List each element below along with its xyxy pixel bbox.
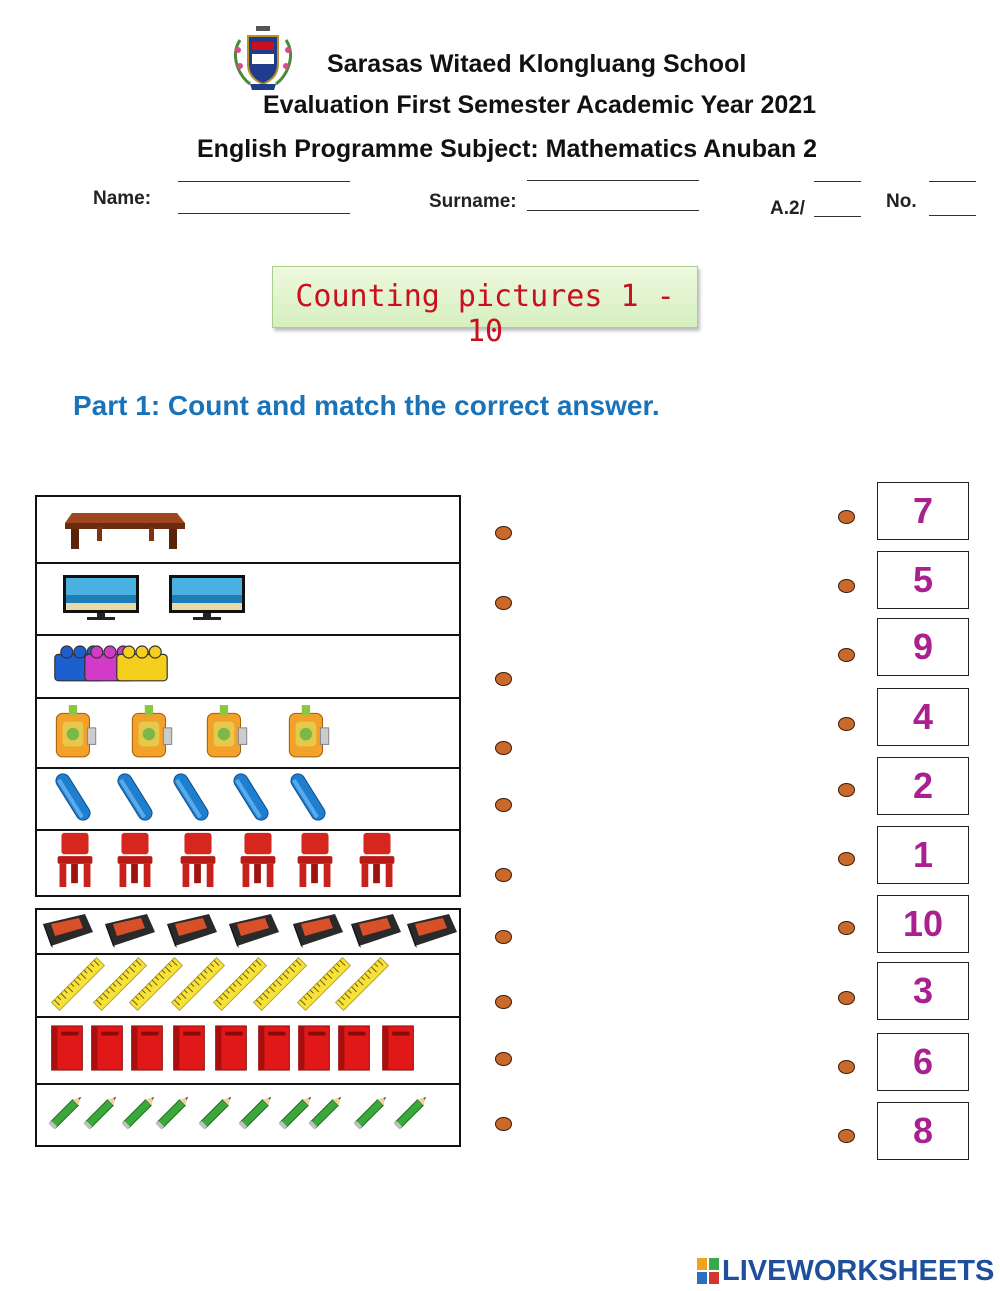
red-chair-icon: [112, 831, 158, 894]
answer-box: [877, 962, 969, 1020]
worksheet-title-box: [272, 266, 698, 349]
pencil-sharpener-icon: [52, 703, 98, 766]
surname-line-top: [527, 180, 699, 181]
book-icon: [169, 1024, 209, 1077]
left-match-dot[interactable]: [495, 868, 512, 882]
lego-brick-icon: [112, 640, 172, 693]
green-pencil-icon: [390, 1089, 434, 1138]
eraser-icon: [224, 910, 282, 955]
answer-box: [877, 551, 969, 609]
eraser-icon: [402, 910, 460, 955]
brand-name: LIVEWORKSHEETS: [722, 1255, 995, 1287]
right-match-dot[interactable]: [838, 579, 855, 593]
red-chair-icon: [292, 831, 338, 894]
answer-box: [877, 688, 969, 746]
red-chair-icon: [354, 831, 400, 894]
answer-box: [877, 482, 969, 540]
red-chair-icon: [175, 831, 221, 894]
green-pencil-icon: [195, 1089, 239, 1138]
answer-number: 4: [912, 696, 934, 737]
left-match-dot[interactable]: [495, 930, 512, 944]
blue-stick-icon: [228, 769, 274, 830]
book-icon: [87, 1024, 127, 1077]
subject-line: English Programme Subject: Mathematics Anuban 2: [197, 135, 818, 163]
left-match-dot[interactable]: [495, 741, 512, 755]
right-match-dot[interactable]: [838, 510, 855, 524]
left-match-dot[interactable]: [495, 995, 512, 1009]
book-icon: [211, 1024, 251, 1077]
answer-box: [877, 1102, 969, 1160]
answer-number: 6: [912, 1041, 934, 1082]
green-pencil-icon: [305, 1089, 349, 1138]
right-match-dot[interactable]: [838, 717, 855, 731]
name-line-top: [178, 181, 350, 182]
left-match-dot[interactable]: [495, 1052, 512, 1066]
eraser-icon: [100, 910, 158, 955]
right-match-dot[interactable]: [838, 648, 855, 662]
eraser-icon: [38, 910, 96, 955]
right-match-dot[interactable]: [838, 1060, 855, 1074]
school-logo: [228, 22, 298, 94]
book-icon: [294, 1024, 334, 1077]
answer-number: 9: [912, 626, 934, 667]
blue-stick-icon: [112, 769, 158, 830]
eraser-icon: [346, 910, 404, 955]
pencil-sharpener-icon: [203, 703, 249, 766]
answer-box: [877, 618, 969, 676]
worksheet-title: Counting pictures 1 - 10: [295, 279, 675, 349]
answer-box: [877, 826, 969, 884]
eraser-icon: [288, 910, 346, 955]
table-icon: [57, 501, 187, 556]
school-name: Sarasas Witaed Klongluang School: [327, 50, 747, 78]
number-line-top: [929, 181, 976, 182]
class-line-top: [814, 181, 861, 182]
left-match-dot[interactable]: [495, 1117, 512, 1131]
ruler-icon: [334, 955, 390, 1018]
green-pencil-icon: [350, 1089, 394, 1138]
right-match-dot[interactable]: [838, 1129, 855, 1143]
book-icon: [127, 1024, 167, 1077]
book-icon: [254, 1024, 294, 1077]
left-match-dot[interactable]: [495, 798, 512, 812]
evaluation-title: Evaluation First Semester Academic Year 2021: [263, 91, 817, 119]
book-icon: [334, 1024, 374, 1077]
tv-icon: [61, 572, 141, 629]
answer-number: 3: [912, 970, 934, 1011]
left-match-dot[interactable]: [495, 526, 512, 540]
class-label: A.2/: [770, 198, 805, 219]
red-chair-icon: [52, 831, 98, 894]
number-field[interactable]: [929, 215, 976, 216]
surname-field[interactable]: [527, 210, 699, 211]
name-field[interactable]: [178, 213, 350, 214]
surname-label: Surname:: [429, 191, 517, 212]
left-match-dot[interactable]: [495, 596, 512, 610]
eraser-icon: [162, 910, 220, 955]
answer-number: 1: [912, 834, 934, 875]
tv-icon: [167, 572, 247, 629]
pencil-sharpener-icon: [128, 703, 174, 766]
answer-number: 2: [912, 765, 934, 806]
blue-stick-icon: [168, 769, 214, 830]
right-match-dot[interactable]: [838, 921, 855, 935]
pencil-sharpener-icon: [285, 703, 331, 766]
number-label: No.: [886, 191, 917, 212]
blue-stick-icon: [50, 769, 96, 830]
name-label: Name:: [93, 188, 152, 209]
blue-stick-icon: [285, 769, 331, 830]
right-match-dot[interactable]: [838, 991, 855, 1005]
answer-number: 7: [912, 490, 934, 531]
right-match-dot[interactable]: [838, 852, 855, 866]
answer-number: 5: [912, 559, 934, 600]
answer-box: [877, 895, 969, 953]
answer-number: 8: [912, 1110, 934, 1151]
liveworksheets-logo-icon: [697, 1258, 719, 1284]
book-icon: [378, 1024, 418, 1077]
right-match-dot[interactable]: [838, 783, 855, 797]
green-pencil-icon: [235, 1089, 279, 1138]
green-pencil-icon: [152, 1089, 196, 1138]
class-field[interactable]: [814, 216, 861, 217]
answer-number: 10: [902, 903, 944, 944]
answer-box: [877, 757, 969, 815]
left-match-dot[interactable]: [495, 672, 512, 686]
book-icon: [47, 1024, 87, 1077]
red-chair-icon: [235, 831, 281, 894]
part1-instruction: Part 1: Count and match the correct answer.: [73, 390, 660, 421]
answer-box: [877, 1033, 969, 1091]
